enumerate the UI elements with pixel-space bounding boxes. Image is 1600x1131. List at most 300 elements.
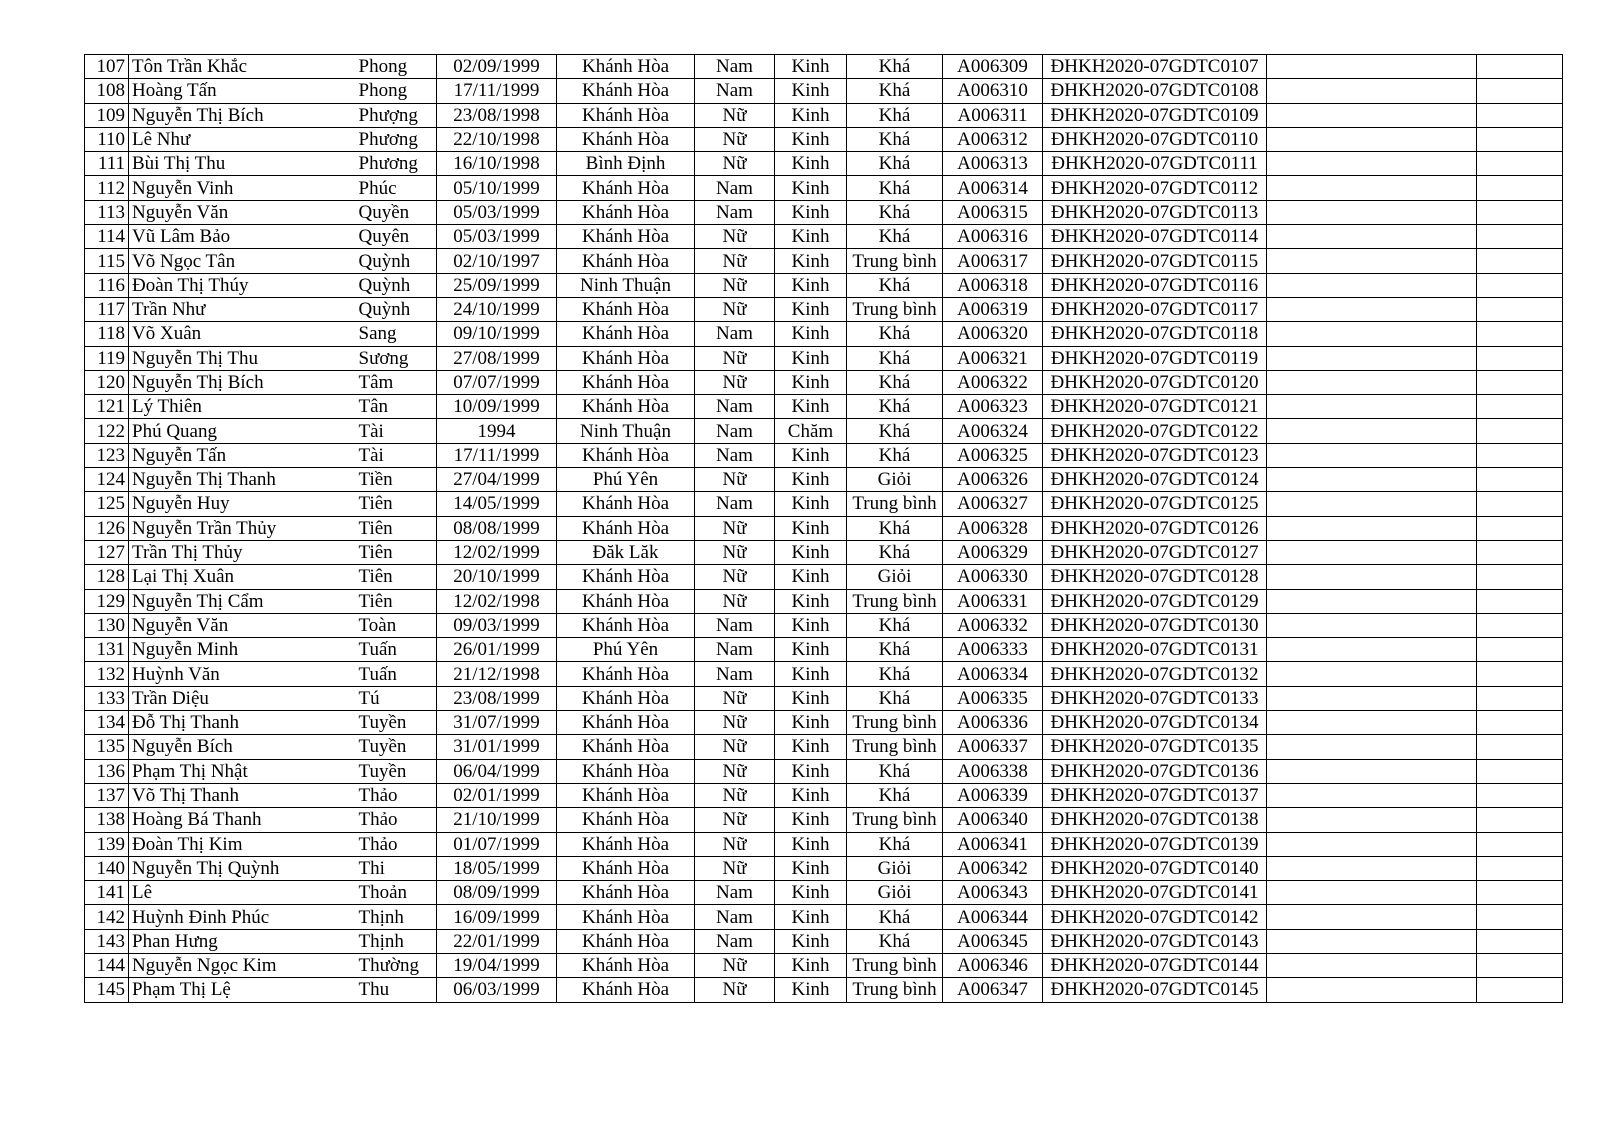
ethnicity: Kinh xyxy=(775,225,847,249)
ethnicity: Kinh xyxy=(775,127,847,151)
birth-place: Khánh Hòa xyxy=(557,832,695,856)
birth-date: 1994 xyxy=(437,419,557,443)
given-name: Thịnh xyxy=(349,929,437,953)
row-number: 143 xyxy=(85,929,129,953)
classification: Khá xyxy=(847,905,943,929)
birth-date: 07/07/1999 xyxy=(437,370,557,394)
given-name: Phượng xyxy=(349,103,437,127)
classification: Khá xyxy=(847,419,943,443)
gender: Nữ xyxy=(695,103,775,127)
notes-cell xyxy=(1477,443,1563,467)
last-middle-name: Nguyễn Thị Thu xyxy=(129,346,349,370)
given-name: Thi xyxy=(349,856,437,880)
classification: Khá xyxy=(847,540,943,564)
birth-date: 21/12/1998 xyxy=(437,662,557,686)
given-name: Quyền xyxy=(349,200,437,224)
notes-cell xyxy=(1477,127,1563,151)
row-number: 136 xyxy=(85,759,129,783)
table-row xyxy=(85,516,1563,540)
table-row xyxy=(85,297,1563,321)
row-number: 126 xyxy=(85,516,129,540)
birth-place: Khánh Hòa xyxy=(557,176,695,200)
diploma-serial: A006323 xyxy=(943,395,1043,419)
table-row xyxy=(85,346,1563,370)
last-middle-name: Nguyễn Thị Quỳnh xyxy=(129,856,349,880)
registry-number: ĐHKH2020-07GDTC0107 xyxy=(1043,55,1267,79)
notes-cell xyxy=(1477,103,1563,127)
ethnicity: Kinh xyxy=(775,735,847,759)
empty-cell xyxy=(1267,638,1477,662)
diploma-serial: A006314 xyxy=(943,176,1043,200)
ethnicity: Kinh xyxy=(775,297,847,321)
diploma-serial: A006309 xyxy=(943,55,1043,79)
diploma-serial: A006332 xyxy=(943,613,1043,637)
last-middle-name: Nguyễn Minh xyxy=(129,638,349,662)
diploma-serial: A006329 xyxy=(943,540,1043,564)
registry-number: ĐHKH2020-07GDTC0115 xyxy=(1043,249,1267,273)
diploma-serial: A006336 xyxy=(943,711,1043,735)
registry-number: ĐHKH2020-07GDTC0134 xyxy=(1043,711,1267,735)
empty-cell xyxy=(1267,905,1477,929)
given-name: Sang xyxy=(349,322,437,346)
birth-place: Khánh Hòa xyxy=(557,249,695,273)
given-name: Tiên xyxy=(349,516,437,540)
given-name: Tiền xyxy=(349,468,437,492)
empty-cell xyxy=(1267,953,1477,977)
ethnicity: Kinh xyxy=(775,662,847,686)
empty-cell xyxy=(1267,249,1477,273)
gender: Nữ xyxy=(695,589,775,613)
registry-number: ĐHKH2020-07GDTC0142 xyxy=(1043,905,1267,929)
last-middle-name: Vũ Lâm Bảo xyxy=(129,225,349,249)
registry-number: ĐHKH2020-07GDTC0141 xyxy=(1043,881,1267,905)
row-number: 138 xyxy=(85,808,129,832)
gender: Nam xyxy=(695,443,775,467)
empty-cell xyxy=(1267,783,1477,807)
birth-date: 19/04/1999 xyxy=(437,953,557,977)
notes-cell xyxy=(1477,297,1563,321)
notes-cell xyxy=(1477,79,1563,103)
birth-place: Khánh Hòa xyxy=(557,881,695,905)
given-name: Tài xyxy=(349,443,437,467)
gender: Nữ xyxy=(695,978,775,1002)
row-number: 119 xyxy=(85,346,129,370)
birth-date: 21/10/1999 xyxy=(437,808,557,832)
registry-number: ĐHKH2020-07GDTC0118 xyxy=(1043,322,1267,346)
last-middle-name: Lý Thiên xyxy=(129,395,349,419)
classification: Khá xyxy=(847,395,943,419)
table-row xyxy=(85,978,1563,1002)
empty-cell xyxy=(1267,200,1477,224)
table-row xyxy=(85,953,1563,977)
table-row xyxy=(85,443,1563,467)
empty-cell xyxy=(1267,516,1477,540)
table-body xyxy=(85,55,1563,1003)
birth-place: Khánh Hòa xyxy=(557,55,695,79)
registry-number: ĐHKH2020-07GDTC0130 xyxy=(1043,613,1267,637)
birth-date: 06/03/1999 xyxy=(437,978,557,1002)
last-middle-name: Đỗ Thị Thanh xyxy=(129,711,349,735)
table-row xyxy=(85,273,1563,297)
notes-cell xyxy=(1477,808,1563,832)
last-middle-name: Nguyễn Trần Thủy xyxy=(129,516,349,540)
row-number: 115 xyxy=(85,249,129,273)
gender: Nữ xyxy=(695,686,775,710)
birth-place: Khánh Hòa xyxy=(557,565,695,589)
diploma-serial: A006324 xyxy=(943,419,1043,443)
birth-place: Ninh Thuận xyxy=(557,273,695,297)
classification: Khá xyxy=(847,79,943,103)
birth-date: 01/07/1999 xyxy=(437,832,557,856)
diploma-serial: A006319 xyxy=(943,297,1043,321)
last-middle-name: Nguyễn Thị Bích xyxy=(129,370,349,394)
gender: Nam xyxy=(695,395,775,419)
notes-cell xyxy=(1477,953,1563,977)
birth-place: Khánh Hòa xyxy=(557,225,695,249)
gender: Nữ xyxy=(695,468,775,492)
birth-date: 22/10/1998 xyxy=(437,127,557,151)
birth-place: Khánh Hòa xyxy=(557,613,695,637)
ethnicity: Kinh xyxy=(775,249,847,273)
last-middle-name: Nguyễn Vinh xyxy=(129,176,349,200)
empty-cell xyxy=(1267,881,1477,905)
ethnicity: Kinh xyxy=(775,711,847,735)
given-name: Tuyền xyxy=(349,711,437,735)
birth-place: Khánh Hòa xyxy=(557,929,695,953)
diploma-serial: A006317 xyxy=(943,249,1043,273)
classification: Khá xyxy=(847,152,943,176)
table-row xyxy=(85,249,1563,273)
table-row xyxy=(85,370,1563,394)
notes-cell xyxy=(1477,492,1563,516)
registry-number: ĐHKH2020-07GDTC0133 xyxy=(1043,686,1267,710)
notes-cell xyxy=(1477,395,1563,419)
ethnicity: Kinh xyxy=(775,176,847,200)
last-middle-name: Phan Hưng xyxy=(129,929,349,953)
last-middle-name: Nguyễn Huy xyxy=(129,492,349,516)
given-name: Tiên xyxy=(349,565,437,589)
gender: Nam xyxy=(695,200,775,224)
row-number: 112 xyxy=(85,176,129,200)
notes-cell xyxy=(1477,540,1563,564)
registry-number: ĐHKH2020-07GDTC0126 xyxy=(1043,516,1267,540)
birth-place: Khánh Hòa xyxy=(557,516,695,540)
diploma-serial: A006325 xyxy=(943,443,1043,467)
classification: Trung bình xyxy=(847,492,943,516)
ethnicity: Kinh xyxy=(775,443,847,467)
classification: Trung bình xyxy=(847,953,943,977)
row-number: 134 xyxy=(85,711,129,735)
empty-cell xyxy=(1267,711,1477,735)
birth-place: Phú Yên xyxy=(557,638,695,662)
gender: Nữ xyxy=(695,540,775,564)
table-row xyxy=(85,492,1563,516)
row-number: 123 xyxy=(85,443,129,467)
last-middle-name: Trần Như xyxy=(129,297,349,321)
classification: Khá xyxy=(847,638,943,662)
birth-date: 20/10/1999 xyxy=(437,565,557,589)
registry-number: ĐHKH2020-07GDTC0111 xyxy=(1043,152,1267,176)
last-middle-name: Đoàn Thị Thúy xyxy=(129,273,349,297)
given-name: Quỳnh xyxy=(349,273,437,297)
given-name: Thịnh xyxy=(349,905,437,929)
given-name: Tiên xyxy=(349,492,437,516)
registry-number: ĐHKH2020-07GDTC0112 xyxy=(1043,176,1267,200)
gender: Nữ xyxy=(695,565,775,589)
registry-number: ĐHKH2020-07GDTC0120 xyxy=(1043,370,1267,394)
notes-cell xyxy=(1477,249,1563,273)
empty-cell xyxy=(1267,759,1477,783)
diploma-serial: A006342 xyxy=(943,856,1043,880)
notes-cell xyxy=(1477,638,1563,662)
given-name: Tài xyxy=(349,419,437,443)
classification: Trung bình xyxy=(847,589,943,613)
last-middle-name: Lê xyxy=(129,881,349,905)
classification: Khá xyxy=(847,686,943,710)
classification: Khá xyxy=(847,370,943,394)
row-number: 107 xyxy=(85,55,129,79)
ethnicity: Kinh xyxy=(775,103,847,127)
birth-place: Khánh Hòa xyxy=(557,783,695,807)
last-middle-name: Huỳnh Đinh Phúc xyxy=(129,905,349,929)
birth-date: 23/08/1999 xyxy=(437,686,557,710)
empty-cell xyxy=(1267,808,1477,832)
empty-cell xyxy=(1267,443,1477,467)
classification: Khá xyxy=(847,127,943,151)
classification: Giỏi xyxy=(847,565,943,589)
table-row xyxy=(85,856,1563,880)
classification: Khá xyxy=(847,346,943,370)
last-middle-name: Nguyễn Văn xyxy=(129,613,349,637)
last-middle-name: Lê Như xyxy=(129,127,349,151)
notes-cell xyxy=(1477,346,1563,370)
last-middle-name: Trần Thị Thủy xyxy=(129,540,349,564)
birth-place: Khánh Hòa xyxy=(557,103,695,127)
gender: Nữ xyxy=(695,127,775,151)
birth-place: Đăk Lăk xyxy=(557,540,695,564)
birth-place: Khánh Hòa xyxy=(557,662,695,686)
notes-cell xyxy=(1477,370,1563,394)
registry-number: ĐHKH2020-07GDTC0108 xyxy=(1043,79,1267,103)
row-number: 130 xyxy=(85,613,129,637)
empty-cell xyxy=(1267,297,1477,321)
ethnicity: Kinh xyxy=(775,322,847,346)
empty-cell xyxy=(1267,540,1477,564)
row-number: 137 xyxy=(85,783,129,807)
diploma-serial: A006341 xyxy=(943,832,1043,856)
classification: Giỏi xyxy=(847,468,943,492)
birth-date: 31/01/1999 xyxy=(437,735,557,759)
row-number: 121 xyxy=(85,395,129,419)
last-middle-name: Nguyễn Thị Thanh xyxy=(129,468,349,492)
ethnicity: Kinh xyxy=(775,929,847,953)
ethnicity: Kinh xyxy=(775,55,847,79)
table-row xyxy=(85,468,1563,492)
birth-date: 09/03/1999 xyxy=(437,613,557,637)
diploma-serial: A006331 xyxy=(943,589,1043,613)
diploma-serial: A006311 xyxy=(943,103,1043,127)
birth-place: Khánh Hòa xyxy=(557,395,695,419)
diploma-serial: A006313 xyxy=(943,152,1043,176)
table-row xyxy=(85,783,1563,807)
classification: Trung bình xyxy=(847,978,943,1002)
given-name: Tú xyxy=(349,686,437,710)
diploma-serial: A006340 xyxy=(943,808,1043,832)
row-number: 144 xyxy=(85,953,129,977)
table-row xyxy=(85,200,1563,224)
birth-place: Khánh Hòa xyxy=(557,346,695,370)
notes-cell xyxy=(1477,176,1563,200)
birth-place: Bình Định xyxy=(557,152,695,176)
notes-cell xyxy=(1477,856,1563,880)
birth-place: Ninh Thuận xyxy=(557,419,695,443)
table-row xyxy=(85,808,1563,832)
notes-cell xyxy=(1477,419,1563,443)
registry-number: ĐHKH2020-07GDTC0122 xyxy=(1043,419,1267,443)
birth-date: 14/05/1999 xyxy=(437,492,557,516)
registry-number: ĐHKH2020-07GDTC0127 xyxy=(1043,540,1267,564)
table-row xyxy=(85,589,1563,613)
ethnicity: Kinh xyxy=(775,152,847,176)
notes-cell xyxy=(1477,613,1563,637)
diploma-serial: A006315 xyxy=(943,200,1043,224)
birth-place: Khánh Hòa xyxy=(557,808,695,832)
classification: Khá xyxy=(847,176,943,200)
classification: Trung bình xyxy=(847,297,943,321)
gender: Nam xyxy=(695,905,775,929)
table-row xyxy=(85,322,1563,346)
row-number: 133 xyxy=(85,686,129,710)
last-middle-name: Võ Ngọc Tân xyxy=(129,249,349,273)
last-middle-name: Bùi Thị Thu xyxy=(129,152,349,176)
notes-cell xyxy=(1477,273,1563,297)
ethnicity: Kinh xyxy=(775,783,847,807)
gender: Nữ xyxy=(695,370,775,394)
birth-date: 12/02/1998 xyxy=(437,589,557,613)
classification: Khá xyxy=(847,783,943,807)
birth-place: Khánh Hòa xyxy=(557,711,695,735)
ethnicity: Kinh xyxy=(775,613,847,637)
diploma-serial: A006312 xyxy=(943,127,1043,151)
table-row xyxy=(85,881,1563,905)
last-middle-name: Trần Diệu xyxy=(129,686,349,710)
registry-number: ĐHKH2020-07GDTC0137 xyxy=(1043,783,1267,807)
birth-place: Khánh Hòa xyxy=(557,79,695,103)
registry-number: ĐHKH2020-07GDTC0125 xyxy=(1043,492,1267,516)
empty-cell xyxy=(1267,565,1477,589)
gender: Nữ xyxy=(695,152,775,176)
classification: Khá xyxy=(847,613,943,637)
ethnicity: Kinh xyxy=(775,346,847,370)
table-row xyxy=(85,662,1563,686)
table-row xyxy=(85,905,1563,929)
classification: Khá xyxy=(847,443,943,467)
notes-cell xyxy=(1477,516,1563,540)
empty-cell xyxy=(1267,152,1477,176)
diploma-serial: A006321 xyxy=(943,346,1043,370)
given-name: Tân xyxy=(349,395,437,419)
table-row xyxy=(85,540,1563,564)
classification: Khá xyxy=(847,103,943,127)
diploma-serial: A006316 xyxy=(943,225,1043,249)
diploma-serial: A006328 xyxy=(943,516,1043,540)
row-number: 111 xyxy=(85,152,129,176)
birth-place: Phú Yên xyxy=(557,468,695,492)
birth-date: 12/02/1999 xyxy=(437,540,557,564)
given-name: Tiên xyxy=(349,589,437,613)
given-name: Thu xyxy=(349,978,437,1002)
empty-cell xyxy=(1267,322,1477,346)
row-number: 118 xyxy=(85,322,129,346)
gender: Nam xyxy=(695,929,775,953)
birth-place: Khánh Hòa xyxy=(557,297,695,321)
row-number: 108 xyxy=(85,79,129,103)
diploma-serial: A006344 xyxy=(943,905,1043,929)
given-name: Quyên xyxy=(349,225,437,249)
birth-place: Khánh Hòa xyxy=(557,735,695,759)
diploma-serial: A006337 xyxy=(943,735,1043,759)
empty-cell xyxy=(1267,686,1477,710)
given-name: Quỳnh xyxy=(349,297,437,321)
ethnicity: Kinh xyxy=(775,856,847,880)
row-number: 117 xyxy=(85,297,129,321)
empty-cell xyxy=(1267,662,1477,686)
empty-cell xyxy=(1267,856,1477,880)
gender: Nữ xyxy=(695,711,775,735)
empty-cell xyxy=(1267,468,1477,492)
empty-cell xyxy=(1267,127,1477,151)
given-name: Phong xyxy=(349,79,437,103)
last-middle-name: Nguyễn Tấn xyxy=(129,443,349,467)
birth-date: 06/04/1999 xyxy=(437,759,557,783)
row-number: 128 xyxy=(85,565,129,589)
gender: Nam xyxy=(695,881,775,905)
row-number: 109 xyxy=(85,103,129,127)
registry-number: ĐHKH2020-07GDTC0114 xyxy=(1043,225,1267,249)
classification: Khá xyxy=(847,225,943,249)
registry-number: ĐHKH2020-07GDTC0135 xyxy=(1043,735,1267,759)
classification: Khá xyxy=(847,832,943,856)
table-row xyxy=(85,127,1563,151)
empty-cell xyxy=(1267,978,1477,1002)
diploma-serial: A006345 xyxy=(943,929,1043,953)
table-row xyxy=(85,55,1563,79)
ethnicity: Kinh xyxy=(775,492,847,516)
diploma-serial: A006347 xyxy=(943,978,1043,1002)
given-name: Sương xyxy=(349,346,437,370)
registry-number: ĐHKH2020-07GDTC0144 xyxy=(1043,953,1267,977)
classification: Khá xyxy=(847,200,943,224)
registry-number: ĐHKH2020-07GDTC0129 xyxy=(1043,589,1267,613)
birth-date: 27/08/1999 xyxy=(437,346,557,370)
notes-cell xyxy=(1477,468,1563,492)
gender: Nữ xyxy=(695,856,775,880)
registry-number: ĐHKH2020-07GDTC0124 xyxy=(1043,468,1267,492)
gender: Nữ xyxy=(695,516,775,540)
notes-cell xyxy=(1477,881,1563,905)
registry-number: ĐHKH2020-07GDTC0109 xyxy=(1043,103,1267,127)
table-row xyxy=(85,565,1563,589)
notes-cell xyxy=(1477,55,1563,79)
last-middle-name: Đoàn Thị Kim xyxy=(129,832,349,856)
table-row xyxy=(85,711,1563,735)
birth-date: 10/09/1999 xyxy=(437,395,557,419)
last-middle-name: Nguyễn Bích xyxy=(129,735,349,759)
row-number: 124 xyxy=(85,468,129,492)
classification: Khá xyxy=(847,273,943,297)
row-number: 122 xyxy=(85,419,129,443)
diploma-serial: A006320 xyxy=(943,322,1043,346)
